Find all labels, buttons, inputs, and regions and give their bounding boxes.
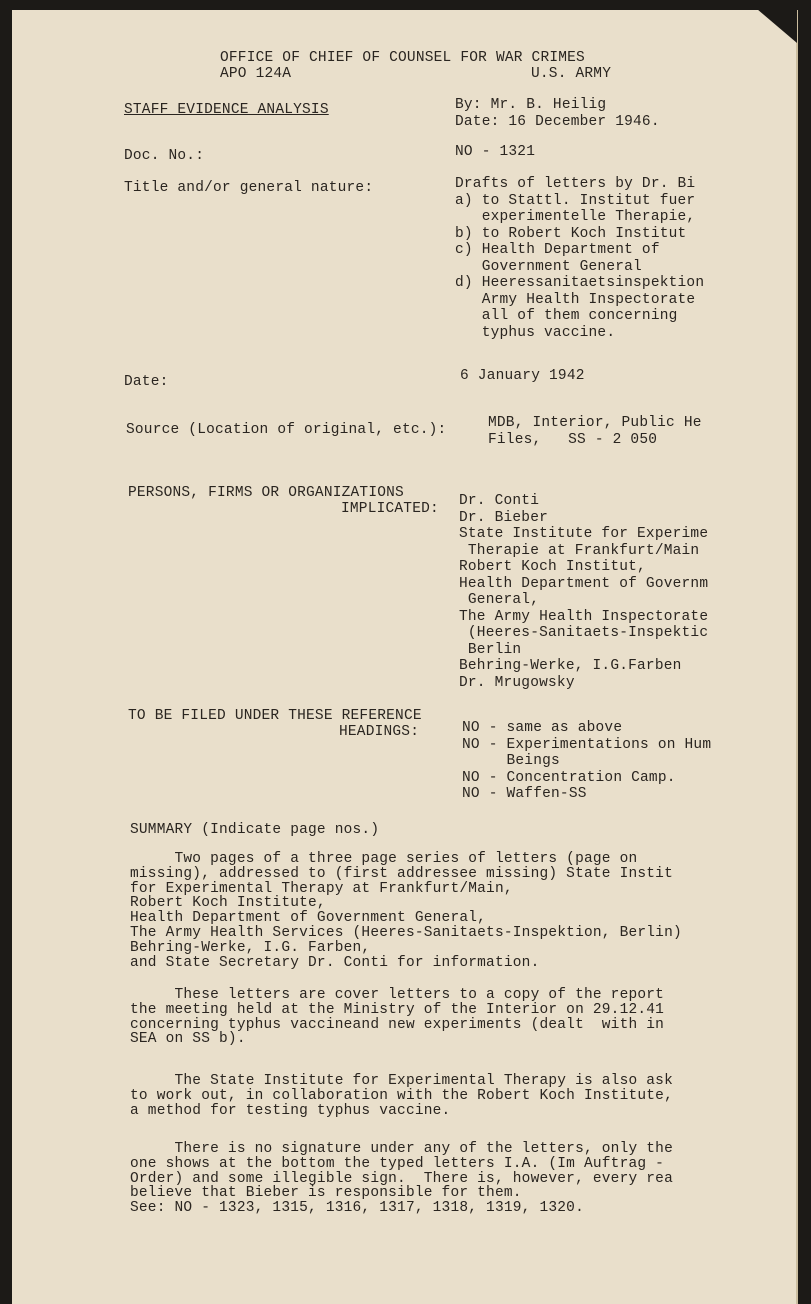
text-line: one shows at the bottom the typed letters I.A. (Im Auftrag - xyxy=(130,1155,665,1172)
text-line: b) to Robert Koch Institut xyxy=(455,225,687,242)
analysis-date: Date: 16 December 1946. xyxy=(455,114,660,130)
list-item: Dr. Conti xyxy=(459,493,540,509)
reference-label: TO BE FILED UNDER THESE REFERENCE xyxy=(128,708,422,724)
office-heading: OFFICE OF CHIEF OF COUNSEL FOR WAR CRIMES xyxy=(220,50,585,66)
list-item: General, xyxy=(459,592,540,608)
list-item: The Army Health Inspectorate xyxy=(459,608,709,625)
headings-label: HEADINGS: xyxy=(339,724,420,740)
text-line: The State Institute for Experimental Therapy is also ask xyxy=(130,1073,673,1089)
list-item: Therapie at Frankfurt/Main xyxy=(459,542,700,559)
summary-paragraph-2 xyxy=(130,988,664,1047)
persons-list xyxy=(459,493,708,691)
text-line: d) Heeressanitaetsinspektion xyxy=(455,275,705,291)
text-line: concerning typhus vaccineand new experiments (dealt with in xyxy=(130,1016,665,1033)
page-title: STAFF EVIDENCE ANALYSIS xyxy=(124,102,329,118)
doc-no-value: NO - 1321 xyxy=(455,144,536,160)
summary-paragraph-3 xyxy=(130,1074,673,1118)
implicated-label: IMPLICATED: xyxy=(341,501,439,517)
text-line: SEA on SS b). xyxy=(130,1031,246,1048)
apo-number: APO 124A xyxy=(220,66,292,82)
persons-label: PERSONS, FIRMS OR ORGANIZATIONS xyxy=(128,485,404,501)
torn-corner xyxy=(757,9,797,43)
text-line: These letters are cover letters to a copy of the report xyxy=(130,987,665,1003)
text-line: Robert Koch Institute, xyxy=(130,895,326,912)
text-line: typhus vaccine. xyxy=(455,324,616,341)
list-item: NO - Concentration Camp. xyxy=(462,769,676,786)
list-item: Robert Koch Institut, xyxy=(459,559,646,575)
text-line: There is no signature under any of the letters, only the xyxy=(130,1141,673,1157)
source-value xyxy=(488,415,702,448)
text-line: and State Secretary Dr. Conti for information. xyxy=(130,954,540,971)
text-line: Government General xyxy=(455,258,642,275)
analyst-name: By: Mr. B. Heilig xyxy=(455,97,607,113)
reference-list xyxy=(462,720,711,803)
text-line: believe that Bieber is responsible for them. xyxy=(130,1185,522,1202)
document-page xyxy=(12,10,798,1304)
text-line: the meeting held at the Ministry of the Interior on 29.12.41 xyxy=(130,1001,665,1018)
text-line: Files, SS - 2 050 xyxy=(488,431,658,448)
text-line: MDB, Interior, Public He xyxy=(488,415,702,431)
source-label: Source (Location of original, etc.): xyxy=(126,422,447,438)
list-item: NO - same as above xyxy=(462,720,623,736)
list-item: Beings xyxy=(462,753,560,769)
list-item: (Heeres-Sanitaets-Inspektic xyxy=(459,625,709,641)
text-line: all of them concerning xyxy=(455,308,678,324)
summary-heading: SUMMARY (Indicate page nos.) xyxy=(130,822,380,838)
text-line: a) to Stattl. Institut fuer xyxy=(455,192,696,209)
list-item: NO - Waffen-SS xyxy=(462,786,587,802)
text-line: Health Department of Government General, xyxy=(130,910,487,927)
date-value: 6 January 1942 xyxy=(460,368,585,384)
text-line: missing), addressed to (first addressee missing) State Instit xyxy=(130,865,673,882)
list-item: Behring-Werke, I.G.Farben xyxy=(459,658,682,674)
text-line: The Army Health Services (Heeres-Sanitaets-Inspektion, Berlin) xyxy=(130,924,682,941)
title-nature-label: Title and/or general nature: xyxy=(124,180,374,196)
list-item: NO - Experimentations on Hum xyxy=(462,736,712,753)
army-label: U.S. ARMY xyxy=(531,66,612,82)
text-line: c) Health Department of xyxy=(455,242,660,258)
doc-no-label: Doc. No.: xyxy=(124,148,205,164)
text-line: Army Health Inspectorate xyxy=(455,291,696,308)
title-nature-value xyxy=(455,176,704,341)
text-line: Order) and some illegible sign. There is, however, every rea xyxy=(130,1170,673,1187)
text-line: a method for testing typhus vaccine. xyxy=(130,1102,451,1119)
list-item: Dr. Bieber xyxy=(459,509,549,526)
list-item: Dr. Mrugowsky xyxy=(459,674,575,691)
date-label: Date: xyxy=(124,374,169,390)
text-line: for Experimental Therapy at Frankfurt/Main, xyxy=(130,880,513,897)
list-item: State Institute for Experime xyxy=(459,526,709,542)
text-line: See: NO - 1323, 1315, 1316, 1317, 1318, 1319, 1320. xyxy=(130,1200,584,1217)
text-line: Two pages of a three page series of letters (page on xyxy=(130,851,638,867)
list-item: Health Department of Governm xyxy=(459,575,709,592)
summary-paragraph-1 xyxy=(130,852,682,970)
text-line: to work out, in collaboration with the Robert Koch Institute, xyxy=(130,1087,673,1104)
text-line: Behring-Werke, I.G. Farben, xyxy=(130,939,371,956)
text-line: experimentelle Therapie, xyxy=(455,209,696,225)
summary-paragraph-4 xyxy=(130,1142,673,1216)
text-line: Drafts of letters by Dr. Bi xyxy=(455,176,696,192)
list-item: Berlin xyxy=(459,641,522,658)
